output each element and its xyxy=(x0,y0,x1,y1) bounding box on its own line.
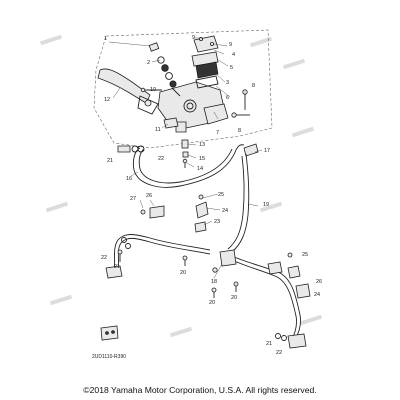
label-18: 18 xyxy=(211,279,218,285)
diagram-code: 2UD1110-R390 xyxy=(92,354,127,360)
label-21c: 21 xyxy=(266,341,273,347)
label-26b: 26 xyxy=(316,279,323,285)
label-13: 13 xyxy=(199,142,206,148)
clamp-26-27 xyxy=(141,206,164,218)
label-20a: 20 xyxy=(180,270,187,276)
label-9b: 9 xyxy=(229,42,233,48)
label-8b: 8 xyxy=(238,128,242,134)
master-cylinder-clamp xyxy=(204,104,228,124)
grommet xyxy=(101,326,118,340)
label-11: 11 xyxy=(155,127,161,133)
switch-screw xyxy=(243,90,247,110)
left-union-bolt xyxy=(122,238,131,249)
label-6: 6 xyxy=(226,95,230,101)
label-22b: 22 xyxy=(101,255,108,261)
label-25b: 25 xyxy=(302,252,309,258)
label-22a: 22 xyxy=(158,156,165,162)
brake-hose-main-inner xyxy=(228,156,244,249)
label-16: 16 xyxy=(126,176,133,182)
label-1: 1 xyxy=(104,36,108,42)
label-15: 15 xyxy=(199,156,206,162)
label-24a: 24 xyxy=(222,208,229,214)
label-8a: 8 xyxy=(252,83,256,89)
clamp-bolt xyxy=(232,113,250,117)
cap-screw-right xyxy=(210,42,213,45)
copyright-notice: ©2018 Yamaha Motor Corporation, U.S.A. All rights reserved. xyxy=(83,385,317,395)
label-20b: 20 xyxy=(209,300,216,306)
label-26a: 26 xyxy=(146,193,153,199)
label-7: 7 xyxy=(216,130,220,136)
label-24b: 24 xyxy=(314,292,321,298)
label-25a: 25 xyxy=(218,192,225,198)
brake-pipe-left-2 xyxy=(118,238,210,270)
label-19: 19 xyxy=(263,202,270,208)
label-23: 23 xyxy=(214,219,221,225)
brake-junction[interactable] xyxy=(220,250,236,266)
brake-pipe-left[interactable] xyxy=(114,235,210,271)
label-12: 12 xyxy=(104,97,111,103)
pivot-bolt xyxy=(145,100,151,106)
label-4: 4 xyxy=(232,52,236,58)
label-21b: 21 xyxy=(114,264,121,270)
leader-lines xyxy=(109,38,262,278)
label-9a: 9 xyxy=(192,35,196,41)
brake-hose-upper[interactable] xyxy=(133,145,244,188)
label-22c: 22 xyxy=(276,350,283,356)
label-5: 5 xyxy=(230,65,234,71)
brake-pipe-right-2 xyxy=(232,260,297,343)
junction-bolt xyxy=(213,268,217,272)
label-27: 27 xyxy=(130,196,137,202)
label-17: 17 xyxy=(264,148,271,154)
label-10: 10 xyxy=(150,87,157,93)
hose-bolt-set xyxy=(182,140,188,168)
union-bolt-upper xyxy=(118,146,144,152)
brake-switch xyxy=(164,118,178,128)
brake-hose-main[interactable] xyxy=(232,154,249,252)
label-3: 3 xyxy=(226,80,230,86)
hose-clamp-middle xyxy=(195,195,208,232)
label-21a: 21 xyxy=(107,158,114,164)
label-2: 2 xyxy=(147,60,151,66)
label-20c: 20 xyxy=(231,295,238,301)
label-14: 14 xyxy=(197,166,204,172)
right-caliper-fitting xyxy=(276,334,307,349)
